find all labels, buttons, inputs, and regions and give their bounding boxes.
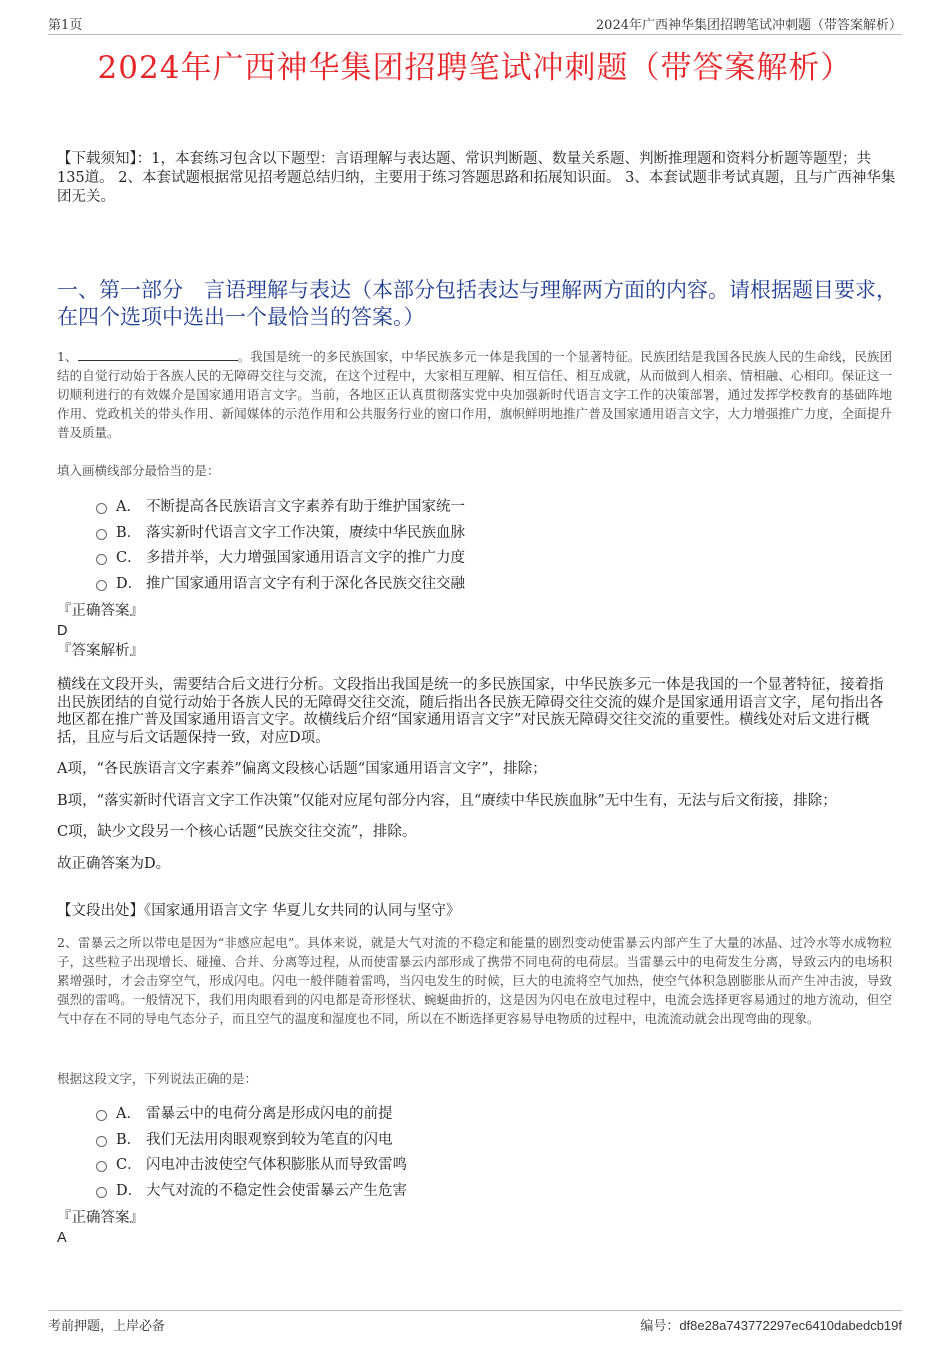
radio-icon[interactable] <box>96 554 107 565</box>
radio-icon[interactable] <box>96 1187 107 1198</box>
radio-icon[interactable] <box>96 529 107 540</box>
question-text: 。我国是统一的多民族国家，中华民族多元一体是我国的一个显著特征。民族团结是我国各民族人民的生命线，民族团结的自觉行动始于各族人民的无障碍交往与交流，在这个过程中，大家相互理解、相互信任、相互成就，从而做到人相亲、情相融、心相印。保证这一切顺利进行的有效媒介是国家通用语言文字。当前，各地区正认真贯彻落实党中央加强新时代语言文字工作的决策部署，通过发挥学校教育的基础阵地作用、党政机关的带头作用、新闻媒体的示范作用和公共服务行业的窗口作用，旗帜鲜明地推广普及国家通用语言文字，大力增强推广力度，全面提升普及质量。 <box>57 349 892 440</box>
option-c[interactable]: C． 多措并举，大力增强国家通用语言文字的推广力度 <box>96 544 465 570</box>
page-footer <box>48 1310 902 1333</box>
radio-icon[interactable] <box>96 1161 107 1172</box>
question-1-analysis <box>57 677 887 887</box>
analysis-paragraph: A项，“各民族语言文字素养”偏离文段核心话题“国家通用语言文字”，排除； <box>57 761 547 777</box>
option-d[interactable]: D． 大气对流的不稳定性会使雷暴云产生危害 <box>96 1177 407 1203</box>
question-2-options <box>96 1100 407 1202</box>
radio-icon[interactable] <box>96 503 107 514</box>
question-1-options <box>96 493 465 595</box>
analysis-paragraph: 横线在文段开头，需要结合后文进行分析。文段指出我国是统一的多民族国家，中华民族多元一体是我国的一个显著特征，接着指出民族团结的自觉行动始于各族人民的无障碍交往交流，随后指出各民族无障碍交往交流的媒介是国家通用语言文字，尾句指出各地区都在推广普及国家通用语言文字。故横线后介绍“国家通用语言文字”对民族无障碍交往交流的重要性。横线处对后文进行概括，且应与后文话题保持一致，对应D项。 <box>57 677 884 746</box>
question-number: 1、 <box>57 349 78 364</box>
fill-blank <box>78 348 238 361</box>
answer-label: 『正确答案』 <box>57 603 144 619</box>
page-number: 第1页 <box>48 18 83 33</box>
radio-icon[interactable] <box>96 1110 107 1121</box>
analysis-label: 『答案解析』 <box>57 643 144 659</box>
question-2-answer <box>57 1208 144 1248</box>
download-notice: 【下载须知】：1，本套练习包含以下题型：言语理解与表达题、常识判断题、数量关系题、判断推理题和资料分析题等题型；共135道。 2、本套试题根据常见招考题总结归纳，主要用于练习答题思路和拓展知识面。 3、本套试题非考试真题，且与广西神华集团无关。 <box>57 151 896 205</box>
question-1-answer <box>57 601 144 661</box>
question-2-stem: 2、雷暴云之所以带电是因为“非感应起电”。具体来说，就是大气对流的不稳定和能量的剧烈变动使雷暴云内部产生了大量的冰晶、过冷水等水成物粒子，这些粒子出现增长、碰撞、合并、分离等过程，从而使雷暴云内部形成了携带不同电荷的电荷层。当雷暴云中的电荷发生分离，导致云内的电场积累增强时，才会击穿空气，形成闪电。闪电一般伴随着雷鸣，当闪电发生的时候，巨大的电流将空气加热，使空气体积急剧膨胀从而产生冲击波，导致强烈的雷鸣。一般情况下，我们用肉眼看到的闪电都是奇形怪状、蜿蜒曲折的，这是因为闪电在放电过程中，电流会选择更容易通过的地方流动，但空气中存在不同的导电气态分子，而且空气的温度和湿度也不同，所以在不断选择更容易导电物质的过程中，电流流动就会出现弯曲的现象。 <box>57 935 892 1026</box>
answer-value: A <box>57 1230 67 1246</box>
option-a[interactable]: A． 不断提高各民族语言文字素养有助于维护国家统一 <box>96 493 465 519</box>
section-title: 一、第一部分 言语理解与表达（本部分包括表达与理解两方面的内容。请根据题目要求，在四个选项中选出一个最恰当的答案。） <box>57 278 897 329</box>
option-c[interactable]: C． 闪电冲击波使空气体积膨胀从而导致雷鸣 <box>96 1151 407 1177</box>
footer-slogan: 考前押题，上岸必备 <box>48 1319 166 1334</box>
question-1-source: 【文段出处】《国家通用语言文字 华夏儿女共同的认同与坚守》 <box>57 903 461 919</box>
analysis-paragraph: C项，缺少文段另一个核心话题“民族交往交流”，排除。 <box>57 824 417 840</box>
radio-icon[interactable] <box>96 580 107 591</box>
header-doc-title: 2024年广西神华集团招聘笔试冲刺题（带答案解析） <box>595 18 902 33</box>
answer-value: D <box>57 623 68 639</box>
analysis-paragraph: 故正确答案为D。 <box>57 855 171 872</box>
question-1-stem <box>57 347 892 442</box>
answer-label: 『正确答案』 <box>57 1210 144 1226</box>
option-b[interactable]: B． 我们无法用肉眼观察到较为笔直的闪电 <box>96 1126 407 1152</box>
document-code: 编号：df8e28a743772297ec6410dabedcb19f <box>640 1318 902 1334</box>
radio-icon[interactable] <box>96 1136 107 1147</box>
option-b[interactable]: B． 落实新时代语言文字工作决策，赓续中华民族血脉 <box>96 519 465 545</box>
question-2-prompt: 根据这段文字，下列说法正确的是： <box>57 1071 258 1086</box>
analysis-paragraph: B项，“落实新时代语言文字工作决策”仅能对应尾句部分内容，且“赓续中华民族血脉”无中生有，无法与后文衔接，排除； <box>57 792 837 809</box>
page-header <box>48 12 902 35</box>
page-title: 2024年广西神华集团招聘笔试冲刺题（带答案解析） <box>97 50 853 86</box>
question-1-prompt: 填入画横线部分最恰当的是： <box>57 463 220 478</box>
option-a[interactable]: A． 雷暴云中的电荷分离是形成闪电的前提 <box>96 1100 407 1126</box>
option-d[interactable]: D． 推广国家通用语言文字有利于深化各民族交往交融 <box>96 570 465 596</box>
